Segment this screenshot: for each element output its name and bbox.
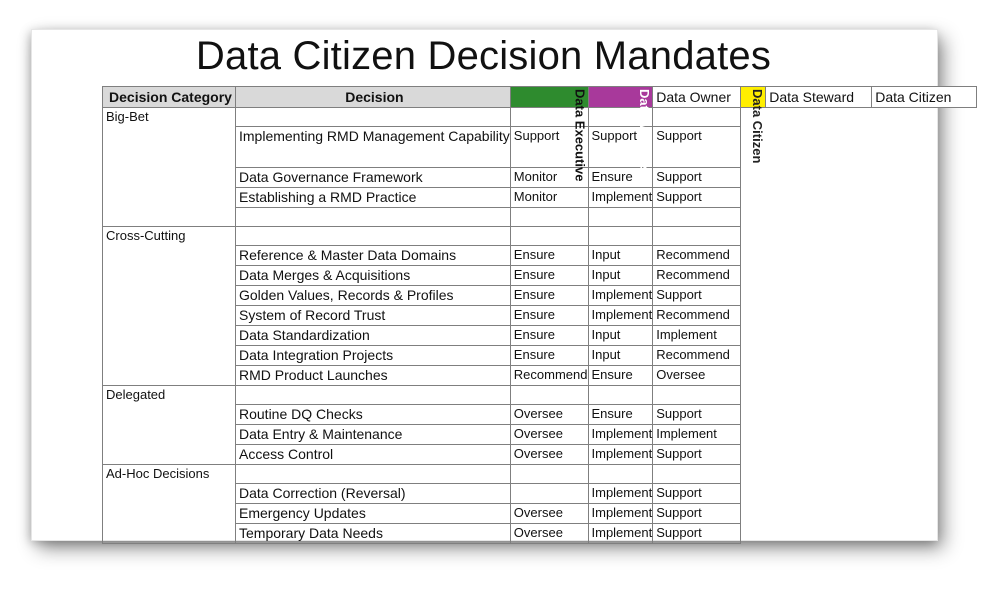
citizen-cell: Support <box>653 127 741 168</box>
citizen-cell: Support <box>653 484 741 504</box>
decision-cell: Access Control <box>236 445 511 465</box>
header-data-steward: Data Steward <box>766 87 872 108</box>
header-data-owner: Data Owner <box>653 87 741 108</box>
decision-cell: Data Governance Framework <box>236 168 511 188</box>
owner-cell: Oversee <box>510 405 588 425</box>
decision-cell: Routine DQ Checks <box>236 405 511 425</box>
steward-cell: Ensure <box>588 405 653 425</box>
owner-cell: Monitor <box>510 168 588 188</box>
citizen-cell: Implement <box>653 425 741 445</box>
decision-cell: Emergency Updates <box>236 504 511 524</box>
owner-cell <box>510 484 588 504</box>
header-decision: Decision <box>236 87 511 108</box>
owner-cell: Oversee <box>510 425 588 445</box>
citizen-cell: Support <box>653 286 741 306</box>
data-manager-label: Data Manager <box>637 89 653 175</box>
owner-cell: Ensure <box>510 306 588 326</box>
citizen-cell: Recommend <box>653 266 741 286</box>
decision-cell: Establishing a RMD Practice <box>236 188 511 208</box>
steward-cell: Input <box>588 346 653 366</box>
decision-cell: Implementing RMD Management Capability <box>236 127 511 168</box>
steward-cell: Input <box>588 266 653 286</box>
citizen-cell: Recommend <box>653 306 741 326</box>
citizen-cell: Support <box>653 504 741 524</box>
steward-cell: Support <box>588 127 653 168</box>
category-cross-cutting: Cross-Cutting <box>103 227 236 386</box>
decision-cell: Reference & Master Data Domains <box>236 246 511 266</box>
page-title: Data Citizen Decision Mandates <box>195 34 772 78</box>
steward-cell: Implement <box>588 504 653 524</box>
citizen-cell: Support <box>653 168 741 188</box>
decision-matrix-table <box>102 86 977 544</box>
steward-cell: Implement <box>588 306 653 326</box>
citizen-cell: Support <box>653 188 741 208</box>
header-data-citizen: Data Citizen <box>872 87 977 108</box>
steward-cell: Input <box>588 246 653 266</box>
decision-cell: System of Record Trust <box>236 306 511 326</box>
decision-cell: Data Merges & Acquisitions <box>236 266 511 286</box>
steward-cell: Ensure <box>588 366 653 386</box>
steward-cell: Implement <box>588 286 653 306</box>
citizen-cell: Implement <box>653 326 741 346</box>
data-citizen-band-label: Data Citizen <box>750 89 766 164</box>
category-delegated: Delegated <box>103 386 236 465</box>
decision-cell: Data Standardization <box>236 326 511 346</box>
decision-cell: Golden Values, Records & Profiles <box>236 286 511 306</box>
owner-cell: Ensure <box>510 326 588 346</box>
citizen-cell: Recommend <box>653 346 741 366</box>
header-decision-category: Decision Category <box>103 87 236 108</box>
owner-cell: Support <box>510 127 588 168</box>
citizen-cell: Support <box>653 405 741 425</box>
data-citizen-band <box>741 87 766 164</box>
citizen-cell: Recommend <box>653 246 741 266</box>
decision-cell: Data Correction (Reversal) <box>236 484 511 504</box>
data-executive-label: Data Executive <box>572 89 588 182</box>
steward-cell: Implement <box>588 445 653 465</box>
decision-cell: Data Integration Projects <box>236 346 511 366</box>
decision-cell: RMD Product Launches <box>236 366 511 386</box>
category-ad-hoc-decisions: Ad-Hoc Decisions <box>103 465 236 544</box>
owner-cell: Oversee <box>510 524 588 544</box>
steward-cell: Implement <box>588 524 653 544</box>
owner-cell: Ensure <box>510 266 588 286</box>
steward-cell: Input <box>588 326 653 346</box>
citizen-cell: Oversee <box>653 366 741 386</box>
decision-cell: Data Entry & Maintenance <box>236 425 511 445</box>
steward-cell: Implement <box>588 425 653 445</box>
decision-cell: Temporary Data Needs <box>236 524 511 544</box>
steward-cell: Implement <box>588 188 653 208</box>
citizen-cell: Support <box>653 524 741 544</box>
citizen-cell: Support <box>653 445 741 465</box>
owner-cell: Oversee <box>510 504 588 524</box>
owner-cell: Ensure <box>510 346 588 366</box>
owner-cell: Ensure <box>510 246 588 266</box>
category-big-bet: Big-Bet <box>103 108 236 227</box>
owner-cell: Oversee <box>510 445 588 465</box>
steward-cell: Implement <box>588 484 653 504</box>
owner-cell: Ensure <box>510 286 588 306</box>
owner-cell: Monitor <box>510 188 588 208</box>
owner-cell: Recommend <box>510 366 588 386</box>
steward-cell: Ensure <box>588 168 653 188</box>
